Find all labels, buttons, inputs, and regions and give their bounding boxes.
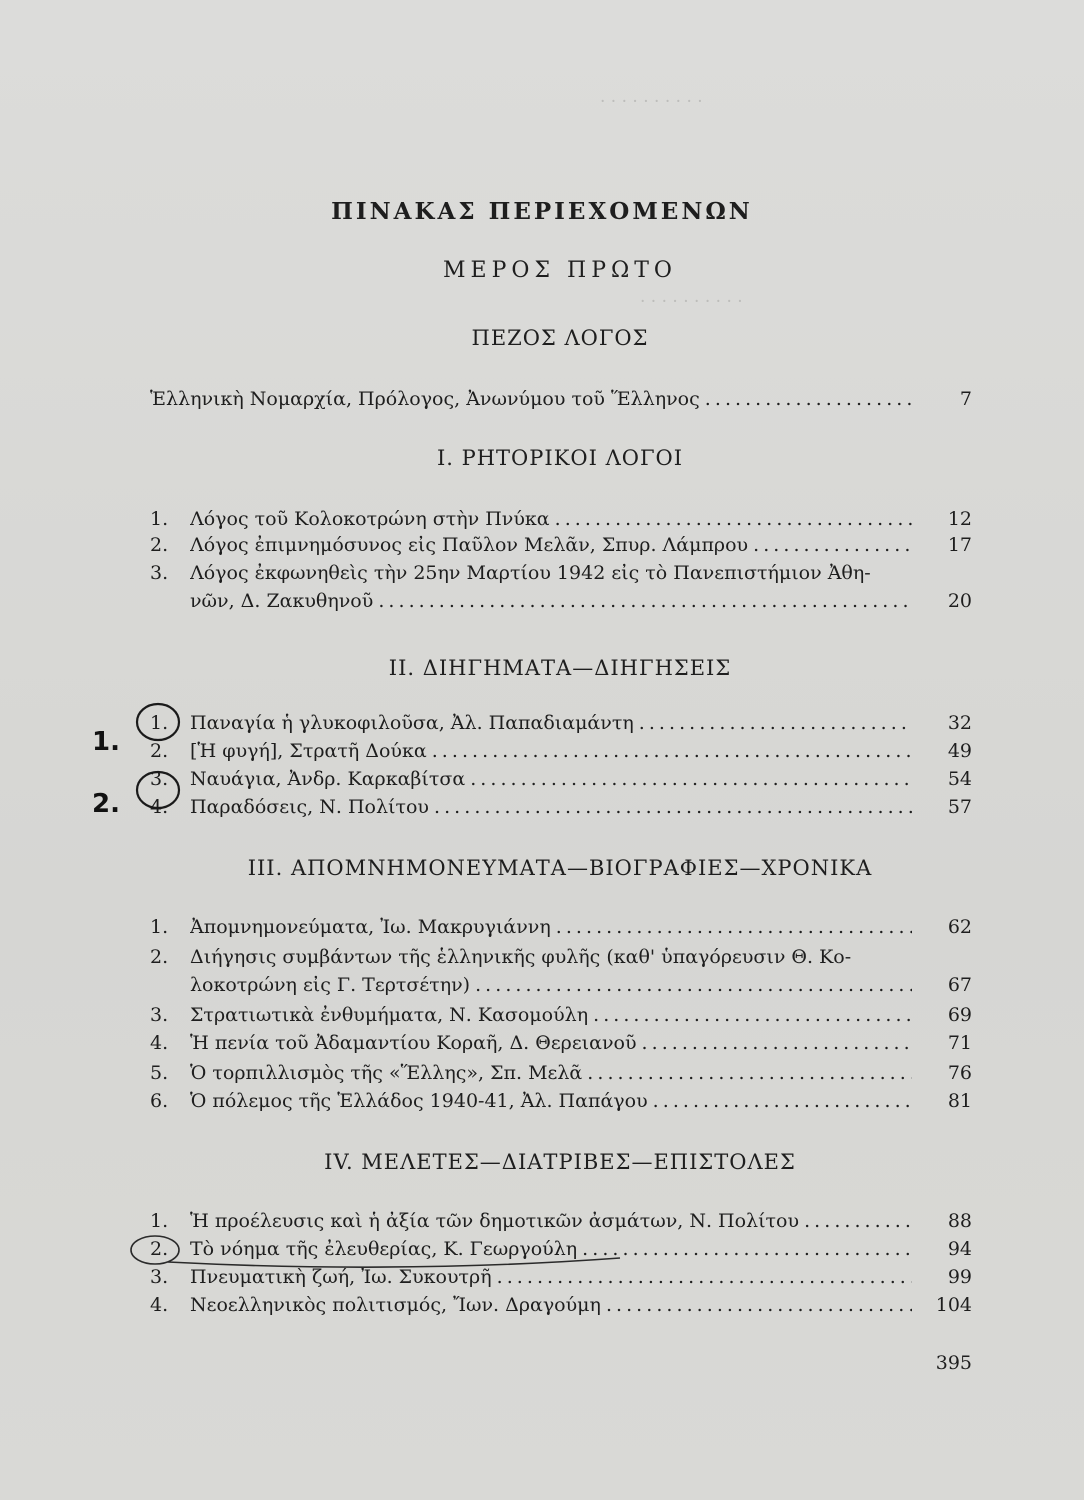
entry-number: 2.	[150, 946, 169, 968]
entry-number: 3.	[150, 1004, 169, 1026]
entry-page: 94	[947, 1238, 972, 1260]
toc-entry	[150, 944, 972, 970]
toc-entry	[150, 1208, 972, 1234]
entry-number: 5.	[150, 1062, 169, 1084]
section-heading: I. ΡΗΤΟΡΙΚΟΙ ΛΟΓΟΙ	[436, 446, 684, 470]
toc-entry	[150, 1060, 972, 1086]
bleed-through: · · · · · · · · · ·	[640, 292, 743, 312]
page-number: 395	[935, 1352, 972, 1374]
entry-number: 3.	[150, 562, 169, 584]
part-heading: ΜΕΡΟΣ ΠΡΩΤΟ	[443, 258, 677, 283]
entry-text: Τὸ νόημα τῆς ἐλευθερίας, Κ. Γεωργούλη . . .	[190, 1236, 912, 1262]
entry-text: Νεοελληνικὸς πολιτισμός, Ἴων. Δραγούμη . . .	[190, 1292, 912, 1318]
entry-page: 20	[947, 590, 972, 612]
entry-text: Λόγος ἐπιμνημόσυνος εἰς Παῦλον Μελᾶν, Σπυρ. Λάμπρου . . .	[190, 532, 912, 558]
toc-entry	[150, 506, 972, 532]
entry-page: 67	[947, 974, 972, 996]
entry-text: [Ἡ φυγή], Στρατῆ Δούκα . . .	[190, 738, 912, 764]
entry-number: 4.	[150, 1032, 169, 1054]
toc-entry	[150, 532, 972, 558]
toc-entry	[150, 794, 972, 820]
handwritten-number-2: 2.	[92, 789, 120, 819]
entry-page: 49	[947, 740, 972, 762]
toc-entry	[150, 386, 972, 412]
entry-number: 4.	[150, 796, 169, 818]
entry-number: 4.	[150, 1294, 169, 1316]
toc-entry	[150, 1088, 972, 1114]
entry-page: 76	[947, 1062, 972, 1084]
entry-text-continued: νῶν, Δ. Ζακυθηνοῦ . . .	[190, 588, 912, 614]
entry-number: 3.	[150, 1266, 169, 1288]
entry-number: 2.	[150, 1238, 169, 1260]
entry-page: 99	[947, 1266, 972, 1288]
entry-number: 1.	[150, 916, 169, 938]
entry-page: 54	[947, 768, 972, 790]
page-title: ΠΙΝΑΚΑΣ ΠΕΡΙΕΧΟΜΕΝΩΝ	[331, 198, 753, 225]
toc-entry	[150, 1264, 972, 1290]
toc-entry	[150, 738, 972, 764]
entry-text: Παραδόσεις, Ν. Πολίτου . . .	[190, 794, 912, 820]
entry-number: 1.	[150, 508, 169, 530]
entry-page: 88	[947, 1210, 972, 1232]
entry-page: 32	[947, 712, 972, 734]
entry-number: 2.	[150, 740, 169, 762]
section-heading: III. ΑΠΟΜΝΗΜΟΝΕΥΜΑΤΑ—ΒΙΟΓΡΑΦΙΕΣ—ΧΡΟΝΙΚΑ	[247, 856, 873, 880]
entry-page: 104	[935, 1294, 972, 1316]
entry-text: Διήγησις συμβάντων τῆς ἑλληνικῆς φυλῆς (καθ' ὑπαγόρευσιν Θ. Κο-	[190, 946, 852, 968]
entry-number: 1.	[150, 1210, 169, 1232]
toc-entry	[150, 560, 972, 586]
section-heading: IV. ΜΕΛΕΤΕΣ—ΔΙΑΤΡΙΒΕΣ—ΕΠΙΣΤΟΛΕΣ	[324, 1150, 796, 1174]
entry-text: Ὁ πόλεμος τῆς Ἑλλάδος 1940-41, Ἀλ. Παπάγου . . .	[190, 1088, 912, 1114]
handwritten-number-1: 1.	[92, 727, 120, 757]
entry-text: Ἡ πενία τοῦ Ἀδαμαντίου Κοραῆ, Δ. Θερειανοῦ . . .	[190, 1030, 912, 1056]
entry-text: Ναυάγια, Ἀνδρ. Καρκαβίτσα . . .	[190, 766, 912, 792]
entry-number: 6.	[150, 1090, 169, 1112]
entry-page: 71	[947, 1032, 972, 1054]
entry-text: Στρατιωτικὰ ἐνθυμήματα, Ν. Κασομούλη . . .	[190, 1002, 912, 1028]
entry-number: 3.	[150, 768, 169, 790]
entry-text: Λόγος τοῦ Κολοκοτρώνη στὴν Πνύκα . . .	[190, 506, 912, 532]
entry-text: Πνευματικὴ ζωή, Ἰω. Συκουτρῆ . . .	[190, 1264, 912, 1290]
entry-page: 81	[947, 1090, 972, 1112]
entry-text: Ἀπομνημονεύματα, Ἰω. Μακρυγιάννη . . .	[190, 914, 912, 940]
entry-page: 7	[959, 388, 972, 410]
entry-page: 57	[947, 796, 972, 818]
toc-entry-continued	[150, 588, 972, 614]
entry-text: Ἑλληνικὴ Νομαρχία, Πρόλογος, Ἀνωνύμου τοῦ Ἕλληνος . . .	[150, 386, 912, 412]
section-heading: II. ΔΙΗΓΗΜΑΤΑ—ΔΙΗΓΗΣΕΙΣ	[388, 656, 732, 680]
toc-entry	[150, 914, 972, 940]
entry-text: Λόγος ἐκφωνηθεὶς τὴν 25ην Μαρτίου 1942 εἰς τὸ Πανεπιστήμιον Ἀθη-	[190, 562, 871, 584]
entry-number: 2.	[150, 534, 169, 556]
entry-page: 62	[947, 916, 972, 938]
entry-page: 69	[947, 1004, 972, 1026]
entry-text: Ἡ προέλευσις καὶ ἡ ἀξία τῶν δημοτικῶν ἀσμάτων, Ν. Πολίτου . . .	[190, 1208, 912, 1234]
entry-text: Παναγία ἡ γλυκοφιλοῦσα, Ἀλ. Παπαδιαμάντη . . .	[190, 710, 912, 736]
toc-entry	[150, 1292, 972, 1318]
toc-entry	[150, 1002, 972, 1028]
entry-page: 12	[947, 508, 972, 530]
entry-text-continued: λοκοτρώνη εἰς Γ. Τερτσέτην) . . .	[190, 972, 912, 998]
toc-entry-continued	[150, 972, 972, 998]
toc-entry	[150, 710, 972, 736]
toc-entry	[150, 766, 972, 792]
entry-page: 17	[947, 534, 972, 556]
toc-entry	[150, 1030, 972, 1056]
entry-number: 1.	[150, 712, 169, 734]
entry-text: Ὁ τορπιλλισμὸς τῆς «Ἕλλης», Σπ. Μελᾶ . . .	[190, 1060, 912, 1086]
bleed-through: · · · · · · · · · ·	[600, 92, 703, 112]
prose-heading: ΠΕΖΟΣ ΛΟΓΟΣ	[471, 326, 649, 350]
toc-entry	[150, 1236, 972, 1262]
